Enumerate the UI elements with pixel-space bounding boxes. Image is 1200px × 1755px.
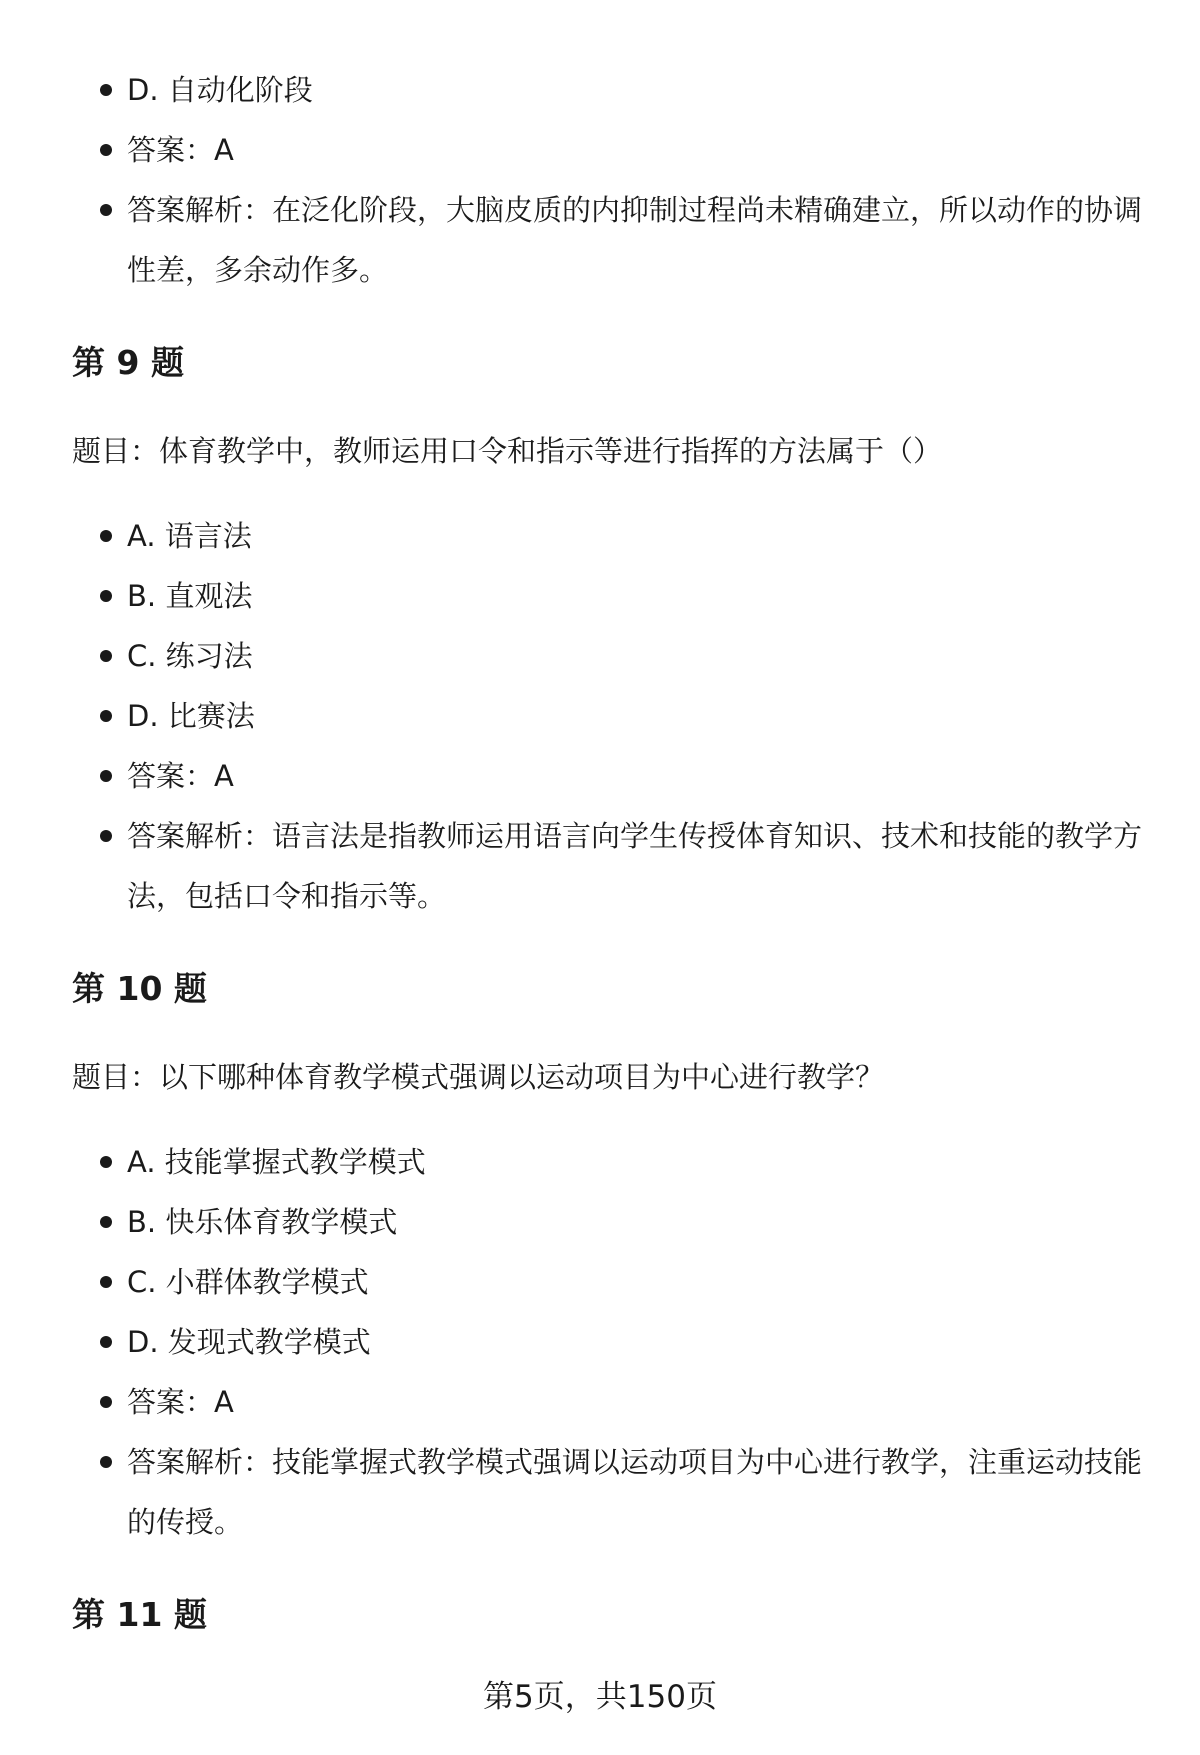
option-item: B. 快乐体育教学模式 bbox=[72, 1192, 1152, 1252]
option-item: D. 发现式教学模式 bbox=[72, 1312, 1152, 1372]
explanation-item: 答案解析：在泛化阶段，大脑皮质的内抑制过程尚未精确建立，所以动作的协调性差，多余动作多。 bbox=[72, 180, 1152, 300]
option-item: B. 直观法 bbox=[72, 566, 1152, 626]
explanation-item: 答案解析：技能掌握式教学模式强调以运动项目为中心进行教学，注重运动技能的传授。 bbox=[72, 1432, 1152, 1552]
option-item: C. 练习法 bbox=[72, 626, 1152, 686]
question-title: 第 10 题 bbox=[72, 969, 207, 1008]
document-page bbox=[72, 60, 1152, 1640]
answer-item: 答案：A bbox=[72, 746, 1152, 806]
option-item: D. 比赛法 bbox=[72, 686, 1152, 746]
option-item: D. 自动化阶段 bbox=[72, 60, 1152, 120]
question-stem: 题目：体育教学中，教师运用口令和指示等进行指挥的方法属于（） bbox=[72, 434, 943, 468]
answer-item: 答案：A bbox=[72, 1372, 1152, 1432]
q10-option-list bbox=[72, 1132, 1152, 1552]
q9-option-list bbox=[72, 506, 1152, 926]
question-title: 第 11 题 bbox=[72, 1595, 207, 1634]
answer-item: 答案：A bbox=[72, 120, 1152, 180]
question-stem: 题目：以下哪种体育教学模式强调以运动项目为中心进行教学？ bbox=[72, 1060, 885, 1094]
q8-option-list bbox=[72, 60, 1152, 300]
page-number-footer: 第5页，共150页 bbox=[483, 1679, 717, 1715]
question-title: 第 9 题 bbox=[72, 343, 184, 382]
option-item: A. 技能掌握式教学模式 bbox=[72, 1132, 1152, 1192]
option-item: C. 小群体教学模式 bbox=[72, 1252, 1152, 1312]
option-item: A. 语言法 bbox=[72, 506, 1152, 566]
explanation-item: 答案解析：语言法是指教师运用语言向学生传授体育知识、技术和技能的教学方法，包括口令和指示等。 bbox=[72, 806, 1152, 926]
